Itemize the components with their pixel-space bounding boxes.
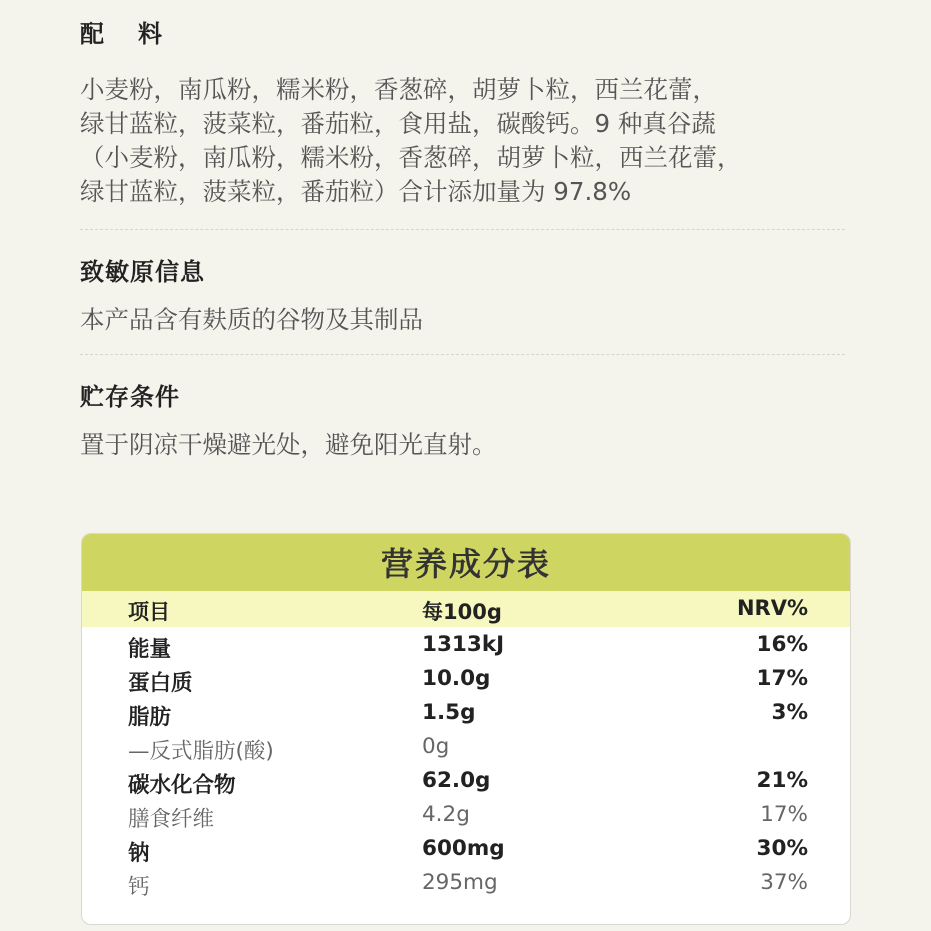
row-value: 10.0g <box>422 666 491 691</box>
header-per100g: 每100g <box>422 600 502 624</box>
ingredients-section <box>80 14 845 209</box>
table-row <box>82 802 850 836</box>
row-item: 钙 <box>128 875 150 900</box>
nutrition-table-header <box>82 591 850 627</box>
table-row <box>82 666 850 700</box>
divider <box>80 354 845 355</box>
table-row <box>82 734 850 768</box>
header-item: 项目 <box>128 600 170 624</box>
allergen-heading: 致敏原信息 <box>80 258 205 286</box>
row-value: 1313kJ <box>422 632 505 657</box>
nutrition-table-title: 营养成分表 <box>82 534 850 591</box>
row-value: 4.2g <box>422 802 470 827</box>
row-item: 碳水化合物 <box>128 773 236 798</box>
table-row <box>82 836 850 870</box>
row-item: —反式脂肪(酸) <box>128 739 274 764</box>
row-nrv: 16% <box>756 632 808 657</box>
ingredients-text: 小麦粉，南瓜粉，糯米粉，香葱碎，胡萝卜粒，西兰花蕾， 绿甘蓝粒，菠菜粒，番茄粒，食用盐，碳酸钙。9 种真谷蔬 （小麦粉，南瓜粉，糯米粉，香葱碎，胡萝卜粒，西兰花蕾， 绿甘蓝粒，菠菜粒，番茄粒）合计添加量为 97.8% <box>80 75 742 206</box>
row-nrv: 17% <box>760 802 808 827</box>
divider <box>80 229 845 230</box>
row-nrv: 37% <box>760 870 808 895</box>
allergen-text: 本产品含有麸质的谷物及其制品 <box>80 305 423 334</box>
row-item: 膳食纤维 <box>128 807 215 832</box>
row-value: 0g <box>422 734 450 759</box>
storage-heading: 贮存条件 <box>80 383 180 411</box>
table-row <box>82 870 850 904</box>
row-item: 能量 <box>128 637 172 662</box>
nutrition-table <box>81 533 851 925</box>
row-item: 脂肪 <box>128 705 172 730</box>
row-nrv: 17% <box>756 666 808 691</box>
row-nrv: 21% <box>756 768 808 793</box>
row-value: 600mg <box>422 836 505 861</box>
row-item: 蛋白质 <box>128 671 193 696</box>
row-nrv: 30% <box>756 836 808 861</box>
nutrition-rows <box>82 627 850 917</box>
table-row <box>82 768 850 802</box>
row-value: 62.0g <box>422 768 491 793</box>
row-value: 295mg <box>422 870 498 895</box>
storage-section <box>80 377 845 462</box>
allergen-section <box>80 252 845 337</box>
ingredients-heading: 配料 <box>80 20 196 48</box>
row-item: 钠 <box>128 841 150 866</box>
table-row <box>82 632 850 666</box>
header-nrv: NRV% <box>736 596 808 620</box>
row-nrv: 3% <box>771 700 808 725</box>
row-value: 1.5g <box>422 700 476 725</box>
table-row <box>82 700 850 734</box>
storage-text: 置于阴凉干燥避光处，避免阳光直射。 <box>80 430 497 459</box>
